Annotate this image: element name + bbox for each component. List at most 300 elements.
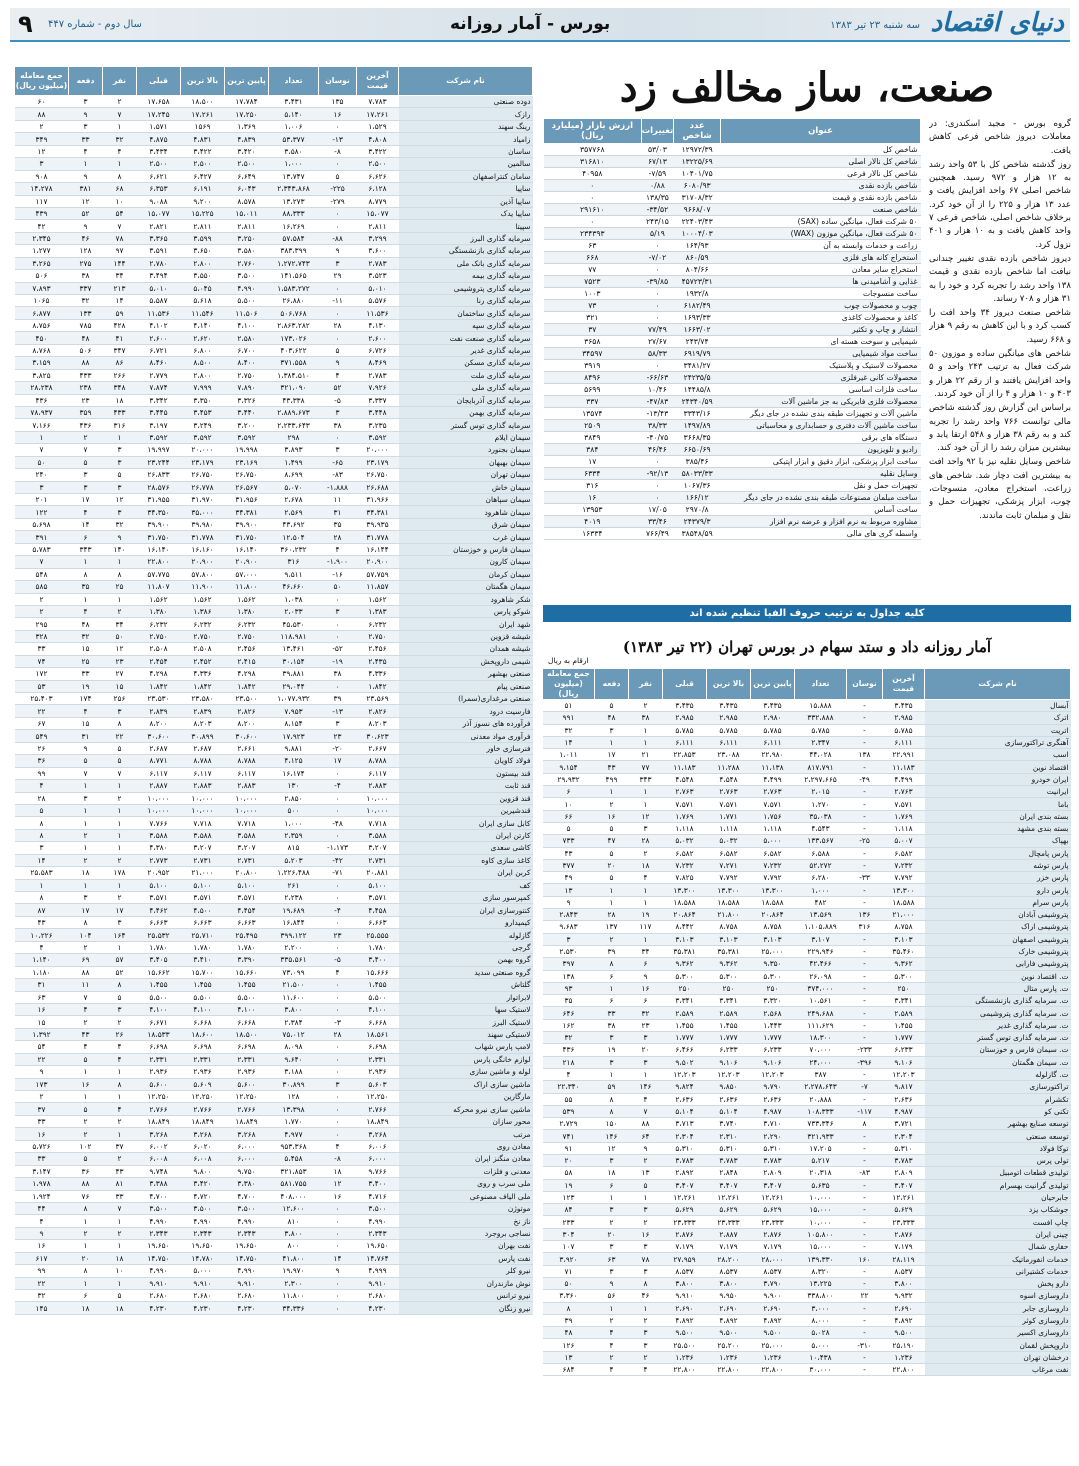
table-row <box>15 1016 533 1028</box>
trade-cell: ۱۹،۹۷۰ <box>269 1265 319 1277</box>
trade-cell: ۸۸ <box>629 1118 663 1130</box>
trade-cell: ۱۹،۶۵۰ <box>357 1240 399 1252</box>
trade-cell: ۳،۳۲۰ <box>751 995 795 1007</box>
trade-cell: ۲۹،۰۴۴ <box>269 680 319 692</box>
company-name: خدمات کشتیرانی <box>925 1265 1071 1277</box>
table-row <box>543 1081 1071 1093</box>
trade-cell: ۲ <box>629 847 663 859</box>
index-column-header: تغییرات <box>641 119 674 144</box>
trade-cell: ۷،۸۹۳ <box>15 282 69 294</box>
trade-cell: ۹ <box>69 108 103 120</box>
trade-cell: ۲ <box>629 1351 663 1363</box>
table-row <box>15 1153 533 1165</box>
trade-cell: ۵،۶۲۹ <box>883 1204 925 1216</box>
trade-cell: ۳ <box>595 1056 629 1068</box>
trade-cell: ۶ <box>595 970 629 982</box>
trade-cell: -۱،۹۰۰ <box>319 556 357 568</box>
trade-cell: ۱،۲۳۶ <box>751 1351 795 1363</box>
trade-cell: ۱ <box>629 896 663 908</box>
trade-cell: ۳۰،۶۰۰ <box>137 730 181 742</box>
trade-cell: ۸،۵۳۷ <box>883 1265 925 1277</box>
trade-cell: ۱۴،۷۵۰ <box>225 1252 269 1264</box>
trade-cell: ۸۱۵ <box>269 842 319 854</box>
trade-cell: ۵،۱۰۴ <box>707 1105 751 1117</box>
trade-cell: ۳،۴۰۰ <box>357 1178 399 1190</box>
trade-cell: ۰ <box>319 158 357 170</box>
index-value: ۱۰/۴۶ <box>641 384 674 396</box>
article-paragraph: دیروز شاخص بازده نقدی تغییر چندانی نیافت اما شاخص بازده نقدی و قیمت ۱۳۸ واحد رشد را تجربه کرد و خود را به ۳۱ هزار و ۷۰۸ رساند. <box>929 253 1071 304</box>
trade-cell: ۱۴ <box>543 736 595 748</box>
trade-cell: - <box>847 1302 883 1314</box>
trade-cell: ۱۰،۲۲۶ <box>15 929 69 941</box>
trade-table-right <box>542 668 1071 1376</box>
table-row <box>543 1130 1071 1142</box>
trade-cell: - <box>847 1204 883 1216</box>
trade-cell: ۵ <box>69 1053 103 1065</box>
trade-cell: ۲،۷۸۳ <box>357 257 399 269</box>
trade-cell: ۲،۸۵۰ <box>269 792 319 804</box>
index-row <box>544 456 921 468</box>
table-row <box>543 933 1071 945</box>
table-row <box>543 1167 1071 1179</box>
trade-cell: ۱ <box>595 736 629 748</box>
trade-cell: ۸،۴۰۰ <box>225 357 269 369</box>
company-name: داروسازی اکسیر <box>925 1327 1071 1339</box>
trade-cell: ۹ <box>69 742 103 754</box>
trade-cell: ۵،۷۸۵ <box>707 724 751 736</box>
trade-cell: ۲،۷۶۳ <box>751 786 795 798</box>
trade-cell: ۳،۱۰۳ <box>751 933 795 945</box>
trade-cell: ۳۴،۳۸۱ <box>225 506 269 518</box>
index-name: ۵۰ شرکت فعال، میانگین ساده (SAX) <box>721 216 921 228</box>
trade-cell: ۹،۵۰۰ <box>707 1327 751 1339</box>
trade-cell: ۲،۴۱۵ <box>225 655 269 667</box>
trade-cell: ۰ <box>319 1128 357 1140</box>
index-value: ۱۳۲۲۵/۶۹ <box>674 156 721 168</box>
trade-cell: ۳۵،۳۸۱ <box>707 945 751 957</box>
trade-cell: ۴ <box>319 543 357 555</box>
trade-cell: ۴۹۹ <box>595 773 629 785</box>
trade-cell: ۲۳،۱۷۹ <box>357 456 399 468</box>
trade-cell: ۱۸،۵۸۸ <box>751 896 795 908</box>
company-name: سالمین <box>399 158 533 170</box>
trade-cell: -۳۱۰ <box>847 1339 883 1351</box>
company-name: پتروشیمی خارک <box>925 945 1071 957</box>
trade-cell: ۳ <box>69 481 103 493</box>
trade-cell: ۲،۷۶۳ <box>663 786 707 798</box>
trade-cell: ۳۰،۸۹۹ <box>269 1078 319 1090</box>
trade-cell: ۲ <box>15 120 69 132</box>
trade-cell: ۷۱ <box>543 1265 595 1277</box>
trade-cell: ۳ <box>595 1204 629 1216</box>
company-name: معادن روی <box>399 1140 533 1152</box>
trade-cell: ۲ <box>595 933 629 945</box>
trade-cell: ۵،۶۲۹ <box>663 1204 707 1216</box>
trade-cell: ۷۳۳،۳۴۶ <box>795 1118 847 1130</box>
trade-cell: ۵،۲۰۳ <box>269 854 319 866</box>
trade-cell: ۲۵۶ <box>103 693 137 705</box>
trade-column-header: جمع معامله (میلیون ریال) <box>543 669 595 700</box>
trade-cell: - <box>847 958 883 970</box>
index-name: ساخت آساس <box>721 504 921 516</box>
trade-cell: ۲ <box>69 1016 103 1028</box>
trade-cell: ۸،۶۹۹ <box>269 469 319 481</box>
trade-cell: ۱۳،۳۰۰ <box>751 884 795 896</box>
table-row <box>15 842 533 854</box>
trade-cell: ۵ <box>319 344 357 356</box>
trade-cell: ۲۱،۸۰۰ <box>707 909 751 921</box>
trade-cell: ۱۱ <box>319 494 357 506</box>
table-row <box>15 730 533 742</box>
trade-cell: ۱۱ <box>69 979 103 991</box>
index-value: ۴۰۹۵۸ <box>544 168 642 180</box>
table-row <box>15 1165 533 1177</box>
trade-cell: ۸۸ <box>69 357 103 369</box>
trade-cell: ۳۸ <box>595 1019 629 1031</box>
trade-cell: ۱۷۳ <box>15 1078 69 1090</box>
trade-cell: ۲۲،۸۰۰ <box>883 1364 925 1376</box>
index-row <box>544 264 921 276</box>
trade-cell: - <box>847 1093 883 1105</box>
trade-cell: ۶،۶۹۸ <box>137 1041 181 1053</box>
company-name: گرجی <box>399 941 533 953</box>
trade-cell: ۱،۷۷۷ <box>883 1032 925 1044</box>
trade-cell: ۴۸ <box>595 712 629 724</box>
trade-cell: ۶،۵۸۲ <box>883 847 925 859</box>
company-name: شوکو پارس <box>399 605 533 617</box>
trade-cell: ۲۸ <box>319 319 357 331</box>
trade-cell: -۲۰ <box>319 742 357 754</box>
trade-cell: ۱ <box>595 982 629 994</box>
trade-cell: - <box>847 1191 883 1203</box>
trade-cell: - <box>847 1007 883 1019</box>
trade-cell: ۲،۷۸۳ <box>357 369 399 381</box>
trade-cell: ۰ <box>319 892 357 904</box>
trade-cell: ۳۸ <box>319 668 357 680</box>
trade-cell: ۲ <box>595 1216 629 1228</box>
trade-cell: ۳،۸۲۵ <box>15 369 69 381</box>
trade-table-left <box>14 66 533 1315</box>
company-name: ت. سیمان فارس و خوزستان <box>925 1044 1071 1056</box>
trade-cell: ۳۱،۹۵۵ <box>137 494 181 506</box>
trade-cell: ۱۷،۷۸۴ <box>225 96 269 108</box>
trade-cell: ۱،۳۸۰ <box>225 605 269 617</box>
trade-cell: ۱۵ <box>69 717 103 729</box>
trade-cell: ۱۶ <box>69 1078 103 1090</box>
trade-cell: ۱۶۲ <box>543 1019 595 1031</box>
trade-cell: ۵،۰۰۰ <box>795 1339 847 1351</box>
company-name: ساسان <box>399 145 533 157</box>
trade-cell: ۵۰۶ <box>15 270 69 282</box>
trade-cell: - <box>847 1351 883 1363</box>
trade-cell: ۹،۱۰۶ <box>883 1056 925 1068</box>
table-row <box>543 736 1071 748</box>
trade-cell: ۱۶،۱۴۴ <box>357 543 399 555</box>
table-row <box>15 568 533 580</box>
company-name: شیشه قزوین <box>399 630 533 642</box>
trade-cell: ۵۸۵ <box>15 581 69 593</box>
trade-cell: ۳،۲۰۷ <box>225 842 269 854</box>
company-name: سیمان بهبهان <box>399 456 533 468</box>
trade-cell: ۱۸،۵۸۸ <box>707 896 751 908</box>
trade-cell: ۳۱ <box>15 979 69 991</box>
trade-cell: ۳۵ <box>543 995 595 1007</box>
index-value: ۳۸۴ <box>544 444 642 456</box>
trade-cell: ۱۰،۰۰۰ <box>225 804 269 816</box>
trade-cell: ۷،۸۹۰ <box>225 382 269 394</box>
trade-cell: -۳۳ <box>847 872 883 884</box>
trade-cell: ۳،۵۷۱ <box>137 892 181 904</box>
trade-cell: ۱ <box>69 817 103 829</box>
trade-cell: ۱ <box>103 556 137 568</box>
trade-cell: ۴۲،۴۶۶ <box>795 958 847 970</box>
trade-cell: ۳۹ <box>319 693 357 705</box>
trade-cell: -۱،۱۷۳ <box>319 842 357 854</box>
trade-cell: ۲،۸۲۱ <box>137 220 181 232</box>
trade-cell: ۲،۸۱۱ <box>225 220 269 232</box>
index-value: ۶۱۸۲/۴۹ <box>674 300 721 312</box>
trade-cell: ۵۳۹ <box>543 1105 595 1117</box>
index-name: استخراج کانه های فلزی <box>721 252 921 264</box>
trade-cell: ۲۵،۰۰۰ <box>751 1339 795 1351</box>
trade-cell: ۴،۱۰۰ <box>137 1003 181 1015</box>
trade-cell: ۴۳،۶۹۲ <box>269 518 319 530</box>
trade-cell: ۳۴۳ <box>629 773 663 785</box>
trade-cell: ۱،۳۹۲ <box>15 1028 69 1040</box>
index-value: ۶۶۸ <box>544 252 642 264</box>
trade-cell: ۲۵۰ <box>707 982 751 994</box>
trade-cell: ۳ <box>103 1003 137 1015</box>
trade-cell: ۵ <box>595 872 629 884</box>
trade-cell: ۱،۳۸۰ <box>137 605 181 617</box>
trade-cell: ۲۰،۸۸۸ <box>795 1093 847 1105</box>
trade-cell: ۵۷،۵۸۴ <box>269 232 319 244</box>
trade-cell: ۳۵،۰۳۸ <box>795 810 847 822</box>
trade-cell: ۶،۶۶۳ <box>137 916 181 928</box>
trade-cell: ۷۴ <box>15 655 69 667</box>
trade-cell: ۱ <box>69 556 103 568</box>
trade-cell: ۴،۸۹۲ <box>707 1314 751 1326</box>
trade-cell: ۶۸۴ <box>543 1364 595 1376</box>
table-row <box>15 941 533 953</box>
trade-cell: ۲۳،۵۰۰ <box>225 693 269 705</box>
trade-cell: ۹ <box>69 170 103 182</box>
trade-cell: ۲۲ <box>103 730 137 742</box>
table-row <box>543 859 1071 871</box>
index-row <box>544 252 921 264</box>
trade-cell: ۴۳۳ <box>69 369 103 381</box>
trade-cell: ۸ <box>595 958 629 970</box>
trade-cell: ۱،۷۷۷ <box>663 1032 707 1044</box>
trade-cell: ۸ <box>595 1093 629 1105</box>
trade-cell: ۵ <box>15 804 69 816</box>
company-name: پتروشیمی اراک <box>925 921 1071 933</box>
trade-cell: ۲ <box>15 593 69 605</box>
trade-cell: ۳۱۶ <box>269 556 319 568</box>
trade-cell: ۲ <box>103 792 137 804</box>
trade-cell: -۱۱ <box>319 295 357 307</box>
trade-cell: ۴۹ <box>543 872 595 884</box>
company-name: زامیاد <box>399 133 533 145</box>
trade-cell: ۸۷ <box>15 904 69 916</box>
daily-stats-title: آمار روزانه داد و ستد سهام در بورس تهران (۲۲ تیر ۱۳۸۳) <box>622 638 992 656</box>
trade-cell: ۹،۹۱۰ <box>181 1277 225 1289</box>
index-value: ۱۲۹۷۲/۳۹ <box>674 144 721 156</box>
trade-cell: -۸ <box>319 145 357 157</box>
trade-cell: ۲۱،۵۰۰ <box>269 979 319 991</box>
trade-cell: ۲۳،۲۴۴ <box>137 456 181 468</box>
company-name: آبسال <box>925 700 1071 712</box>
trade-cell: ۲،۷۳۱ <box>225 854 269 866</box>
trade-cell: ۱۹ <box>543 1179 595 1191</box>
trade-column-header: بالا ترین <box>707 669 751 700</box>
trade-cell: ۲۳ <box>319 730 357 742</box>
trade-cell: - <box>847 822 883 834</box>
index-value: ۵۸/۳۳ <box>641 348 674 360</box>
table-row <box>15 270 533 282</box>
trade-cell: ۳۹ <box>543 1314 595 1326</box>
trade-cell: ۲۲،۹۹۱ <box>883 749 925 761</box>
table-row <box>15 1115 533 1127</box>
trade-cell: ۳،۵۸۰ <box>269 145 319 157</box>
trade-cell: ۲۸ <box>319 1028 357 1040</box>
trade-cell: ۱۵ <box>69 643 103 655</box>
company-name: کمپرسور سازی <box>399 892 533 904</box>
trade-cell: ۳۴ <box>103 270 137 282</box>
trade-table-left-header <box>15 67 533 96</box>
trade-cell: ۱۱۷ <box>15 195 69 207</box>
company-name: داروسازی جابر <box>925 1302 1071 1314</box>
trade-cell: ۲،۷۳۱ <box>181 854 225 866</box>
trade-cell: ۱۶،۲۶۹ <box>269 220 319 232</box>
trade-cell: ۵۱ <box>543 700 595 712</box>
trade-cell: ۴۱ <box>103 332 137 344</box>
trade-cell: ۳،۲۹۹ <box>357 232 399 244</box>
table-row <box>543 1068 1071 1080</box>
company-name: مارگارین <box>399 1091 533 1103</box>
trade-cell: ۲۸،۲۳۸ <box>15 382 69 394</box>
trade-cell: ۱۲،۲۵۰ <box>357 1091 399 1103</box>
trade-cell: ۱۵،۶۶۰ <box>225 966 269 978</box>
trade-cell: ۴،۲۳۰ <box>225 1302 269 1314</box>
trade-cell: ۱،۰۷۷،۹۳۲ <box>269 693 319 705</box>
trade-cell: ۱۵ <box>15 1016 69 1028</box>
trade-cell: ۹ <box>103 531 137 543</box>
company-name: لوازم خانگی پارس <box>399 1053 533 1065</box>
trade-cell: ۴ <box>69 1003 103 1015</box>
trade-cell: ۲۳،۳۳۳ <box>663 1216 707 1228</box>
table-row <box>15 96 533 108</box>
trade-cell: ۲۵،۴۹۵ <box>225 929 269 941</box>
trade-cell: ۱۳،۳۹۸ <box>269 1103 319 1115</box>
trade-cell: ۳۲ <box>543 1032 595 1044</box>
index-name: وسایل نقلیه <box>721 468 921 480</box>
trade-cell: ۰ <box>319 593 357 605</box>
company-name: حفاری شمال <box>925 1241 1071 1253</box>
trade-cell: ۸،۴۶۰ <box>137 357 181 369</box>
trade-cell: ۵،۱۰۰ <box>225 879 269 891</box>
table-row <box>15 282 533 294</box>
table-row <box>15 929 533 941</box>
trade-cell: ۲،۵۰۸ <box>137 643 181 655</box>
company-name: ایرانیت <box>925 786 1071 798</box>
index-row <box>544 516 921 528</box>
trade-cell: ۰ <box>319 879 357 891</box>
trade-cell: ۸،۳۲۰ <box>795 1265 847 1277</box>
company-name: سرمایه گذاری غدیر <box>399 344 533 356</box>
trade-cell: ۱ <box>103 1215 137 1227</box>
trade-cell: - <box>847 1228 883 1240</box>
trade-cell: ۱۹ <box>629 909 663 921</box>
trade-cell: ۳۰،۰۰۰ <box>795 1364 847 1376</box>
index-name: کاغذ و محصولات کاغذی <box>721 312 921 324</box>
trade-cell: ۲،۳۴۷ <box>795 736 847 748</box>
trade-cell: ۲،۶۹۰ <box>883 1302 925 1314</box>
trade-cell: ۳،۴۰۷ <box>663 1179 707 1191</box>
trade-cell: ۲۵ <box>103 581 137 593</box>
trade-cell: ۵۰ <box>543 1277 595 1289</box>
trade-cell: ۲،۳۴۳،۸۶۸ <box>269 183 319 195</box>
trade-cell: ۲۸،۵۷۶ <box>137 481 181 493</box>
trade-cell: ۱۱،۸۰۷ <box>137 581 181 593</box>
table-row <box>15 419 533 431</box>
company-name: پارس سرام <box>925 896 1071 908</box>
trade-cell: ۲۵،۵۸۳ <box>15 867 69 879</box>
trade-cell: ۴،۹۷۷ <box>269 1128 319 1140</box>
trade-cell: ۱۷ <box>69 494 103 506</box>
company-name: قند ثابت <box>399 780 533 792</box>
trade-cell: - <box>847 1142 883 1154</box>
trade-cell: ۳،۱۰۳ <box>663 933 707 945</box>
trade-cell: ۳،۴۲۲ <box>181 145 225 157</box>
index-value: ۸۰۴/۶۶ <box>674 264 721 276</box>
trade-cell: ۴،۱۳۰ <box>357 319 399 331</box>
table-row <box>15 717 533 729</box>
trade-cell: ۲ <box>629 1314 663 1326</box>
trade-cell: ۳،۴۰۷ <box>883 1179 925 1191</box>
trade-cell: ۳،۵۰۰ <box>181 1202 225 1214</box>
table-row <box>15 892 533 904</box>
company-name: سیمان خاش <box>399 481 533 493</box>
trade-cell: ۸ <box>847 1118 883 1130</box>
trade-cell: ۱۲،۲۶۱ <box>883 1191 925 1203</box>
trade-cell: ۱۳،۳۰۰ <box>883 884 925 896</box>
trade-cell: ۱،۲۳۶ <box>707 1351 751 1363</box>
trade-cell: ۵۷،۸۰۰ <box>181 568 225 580</box>
trade-cell: ۲،۵۳۰ <box>543 945 595 957</box>
trade-cell: ۷۸،۹۳۷ <box>15 406 69 418</box>
trade-cell: ۲،۸۲۶ <box>225 705 269 717</box>
trade-cell: - <box>847 736 883 748</box>
trade-cell: ۳،۵۸۸ <box>137 829 181 841</box>
trade-cell: ۱۲،۲۶۱ <box>663 1191 707 1203</box>
trade-cell: ۳۵ <box>319 518 357 530</box>
trade-cell: ۵ <box>103 991 137 1003</box>
company-name: ناز نخ <box>399 1215 533 1227</box>
trade-cell: ۳،۴۲۰ <box>181 1178 225 1190</box>
trade-cell: ۰ <box>319 991 357 1003</box>
trade-cell: ۱۲،۲۰۳ <box>883 1068 925 1080</box>
trade-cell: ۳۲ <box>103 518 137 530</box>
trade-cell: - <box>847 884 883 896</box>
trade-cell: ۱،۷۷۷ <box>751 1032 795 1044</box>
trade-cell: ۴ <box>319 1140 357 1152</box>
table-row <box>15 954 533 966</box>
trade-cell: ۱۷۲ <box>15 668 69 680</box>
trade-cell: ۶۷ <box>15 717 69 729</box>
trade-cell: ۲۰،۰۰۰ <box>181 444 225 456</box>
page-number: ۹ <box>18 10 33 38</box>
